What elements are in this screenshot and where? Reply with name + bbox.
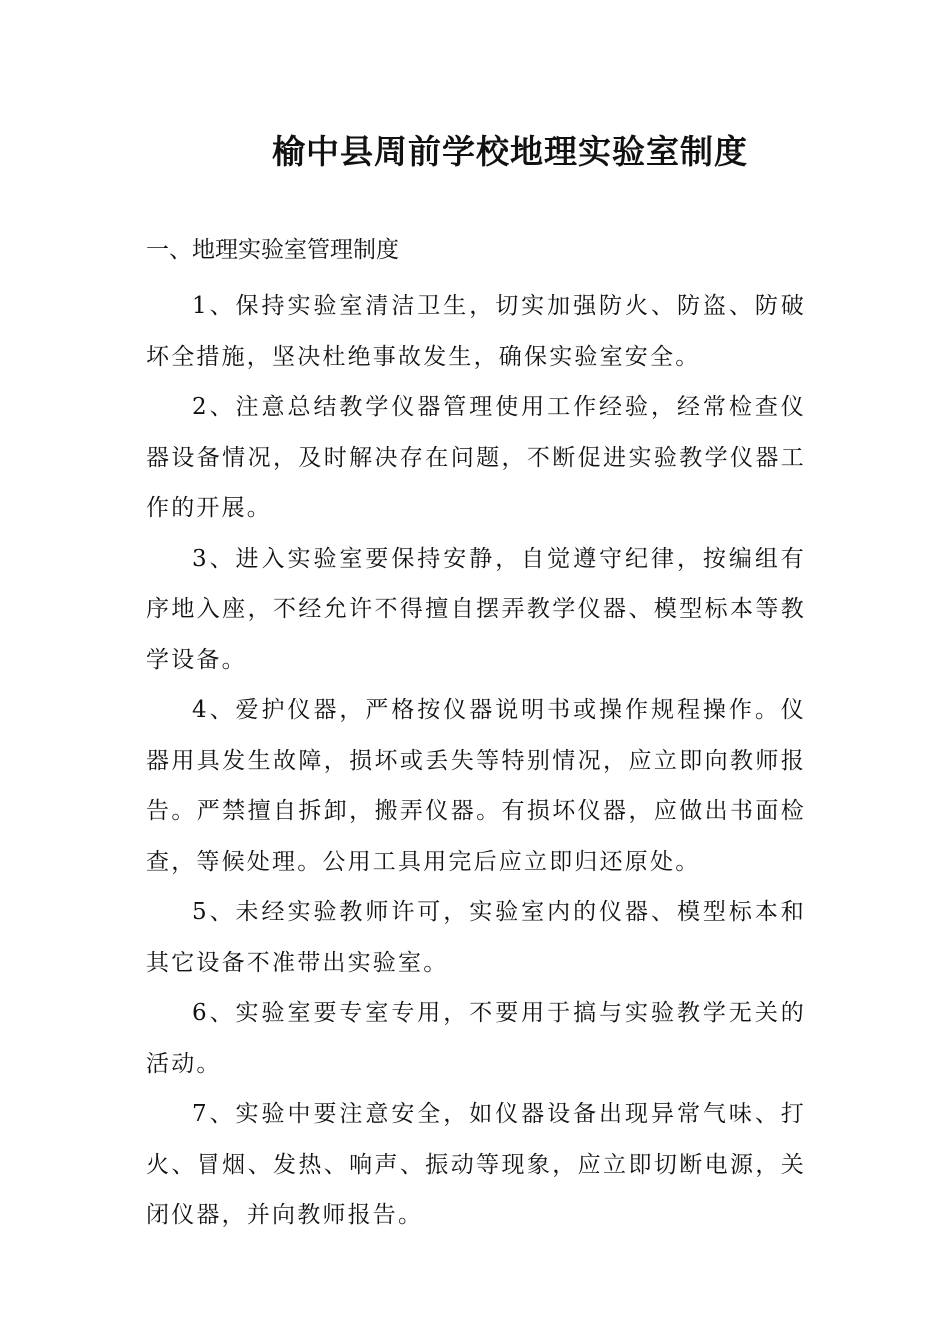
paragraph-5: 5、未经实验教师许可，实验室内的仪器、模型标本和其它设备不准带出实验室。 xyxy=(146,899,806,976)
document-title: 榆中县周前学校地理实验室制度 xyxy=(272,132,748,171)
paragraph-4: 4、爱护仪器，严格按仪器说明书或操作规程操作。仪器用具发生故障，损坏或丢失等特别情况，应立即向教师报告。严禁擅自拆卸，搬弄仪器。有损坏仪器，应做出书面检查，等候处理。公用工具用完后应立即归还原处。 xyxy=(146,697,806,875)
document-body xyxy=(146,281,806,1241)
paragraph-7: 7、实验中要注意安全，如仪器设备出现异常气味、打火、冒烟、发热、响声、振动等现象，应立即切断电源，关闭仪器，并向教师报告。 xyxy=(146,1101,806,1228)
paragraph-6: 6、实验室要专室专用，不要用于搞与实验教学无关的活动。 xyxy=(146,1000,806,1077)
paragraph-1: 1、保持实验室清洁卫生，切实加强防火、防盗、防破坏全措施，坚决杜绝事故发生，确保实验室安全。 xyxy=(146,293,806,370)
paragraph-3: 3、进入实验室要保持安静，自觉遵守纪律，按编组有序地入座，不经允许不得擅自摆弄教学仪器、模型标本等教学设备。 xyxy=(146,545,806,673)
section-heading: 一、地理实验室管理制度 xyxy=(146,237,399,263)
paragraph-2: 2、注意总结教学仪器管理使用工作经验，经常检查仪器设备情况，及时解决存在问题，不断促进实验教学仪器工作的开展。 xyxy=(146,394,806,521)
